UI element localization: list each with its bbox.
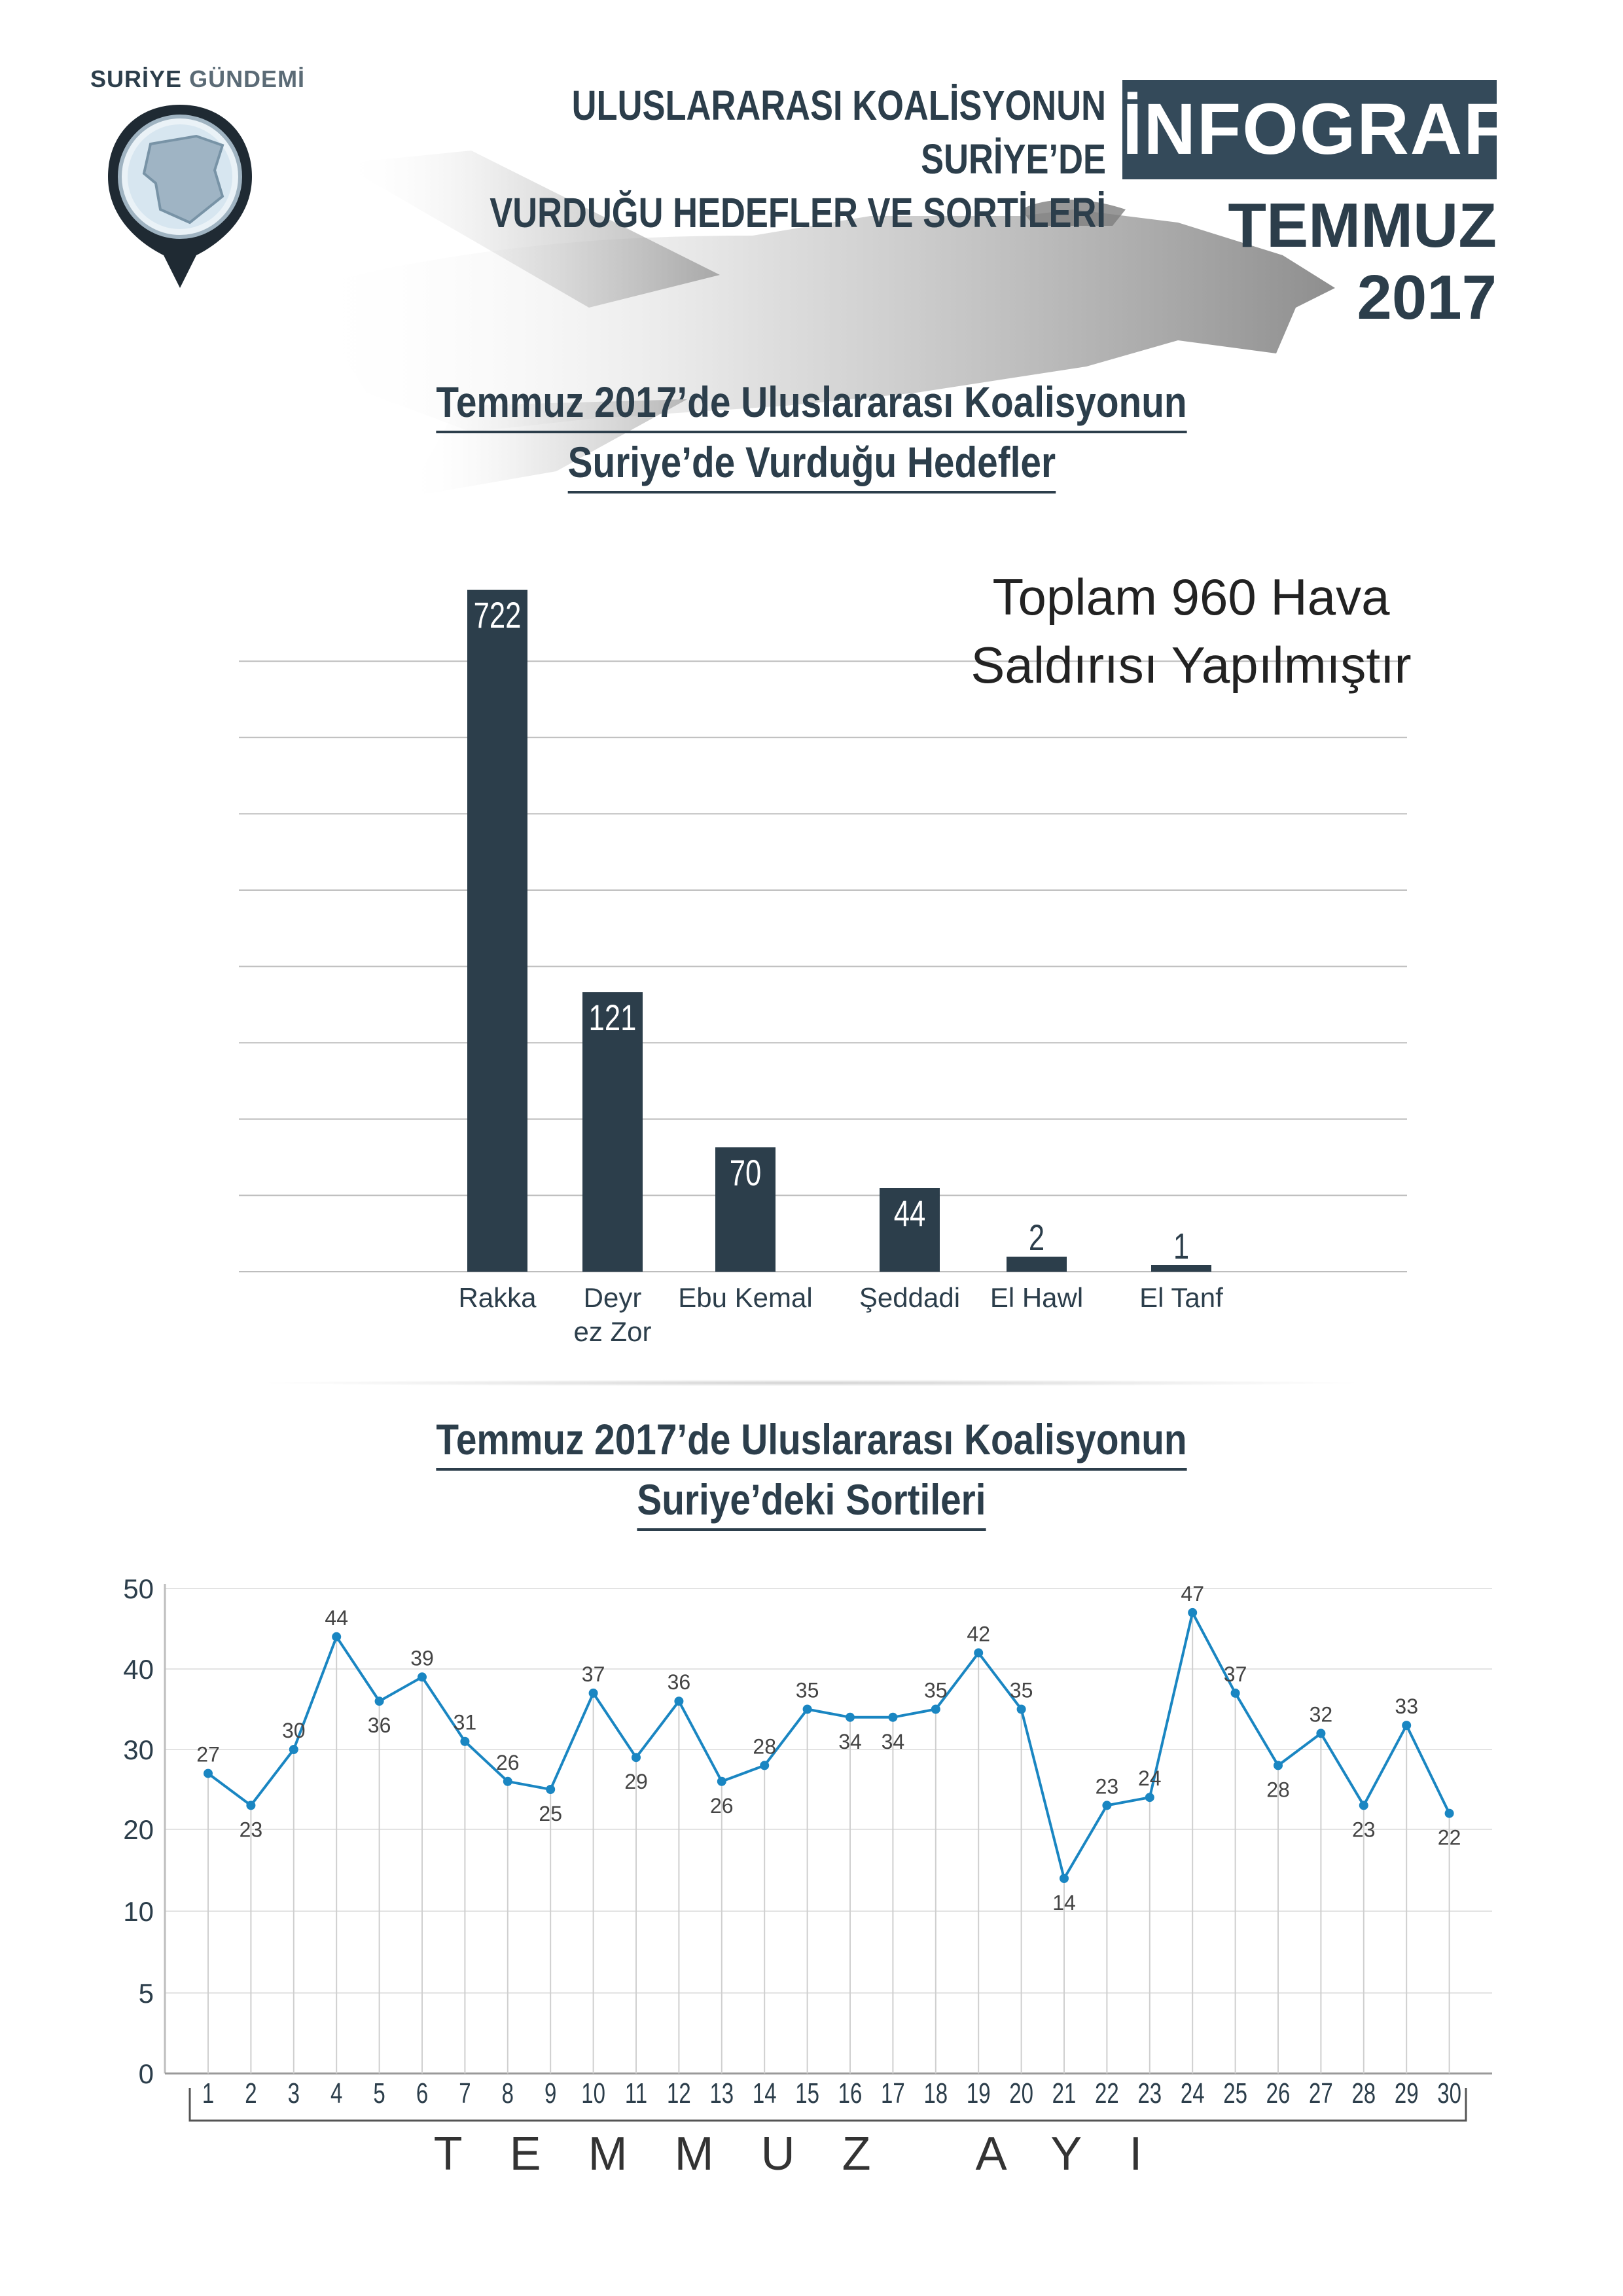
sorties-data-label: 25 xyxy=(539,1802,562,1825)
x-tick-label: 17 xyxy=(881,2077,905,2110)
x-tick-label: 29 xyxy=(1394,2077,1419,2110)
y-tick-label: 5 xyxy=(138,1978,154,2009)
sorties-data-point xyxy=(931,1705,940,1714)
x-tick-label: 28 xyxy=(1351,2077,1376,2110)
sorties-data-point xyxy=(974,1648,983,1657)
sorties-data-point xyxy=(760,1761,769,1770)
sorties-data-label: 26 xyxy=(496,1750,520,1774)
sorties-data-point xyxy=(1445,1809,1454,1818)
sorties-data-point xyxy=(1274,1761,1283,1770)
sorties-data-label: 36 xyxy=(667,1670,691,1695)
sorties-data-label: 28 xyxy=(753,1734,776,1759)
total-strikes-line-1: Toplam 960 Hava xyxy=(992,568,1390,626)
bar-category-label: Deyr xyxy=(583,1282,642,1313)
brand-part2: GÜNDEMİ xyxy=(189,65,306,92)
sorties-data-point xyxy=(803,1705,812,1714)
line-chart-title-line-2: Suriye’deki Sortileri xyxy=(637,1471,986,1531)
sorties-data-label: 36 xyxy=(367,1713,391,1738)
sorties-data-point xyxy=(1188,1608,1197,1617)
x-tick-label: 14 xyxy=(752,2077,777,2110)
sorties-data-label: 44 xyxy=(325,1605,348,1630)
x-tick-label: 5 xyxy=(373,2077,385,2110)
x-tick-label: 2 xyxy=(245,2077,257,2110)
sorties-data-point xyxy=(460,1737,469,1746)
sorties-data-point xyxy=(1017,1705,1026,1714)
sorties-data-label: 42 xyxy=(967,1622,990,1646)
sorties-data-label: 27 xyxy=(196,1742,220,1767)
x-tick-label: 23 xyxy=(1137,2077,1162,2110)
sorties-data-label: 37 xyxy=(1223,1662,1247,1686)
sorties-data-label: 33 xyxy=(1395,1695,1418,1719)
sorties-data-label: 22 xyxy=(1437,1825,1461,1850)
sorties-data-label: 35 xyxy=(1009,1678,1033,1702)
sorties-data-point xyxy=(888,1713,897,1722)
sorties-data-point xyxy=(846,1713,855,1722)
sorties-data-point xyxy=(289,1745,298,1754)
x-tick-label: 7 xyxy=(459,2077,471,2110)
sorties-data-label: 39 xyxy=(410,1646,434,1670)
bar-value-label: 2 xyxy=(1028,1217,1045,1259)
sorties-data-label: 23 xyxy=(239,1818,263,1842)
x-tick-label: 27 xyxy=(1309,2077,1333,2110)
bar-value-label: 44 xyxy=(893,1193,926,1234)
bar-chart-title-line-1: Temmuz 2017’de Uluslararası Koalisyonun xyxy=(436,373,1186,433)
x-tick-label: 18 xyxy=(923,2077,948,2110)
sorties-data-label: 14 xyxy=(1052,1891,1076,1914)
sorties-data-point xyxy=(674,1696,683,1706)
x-tick-label: 15 xyxy=(795,2077,819,2110)
sorties-data-label: 30 xyxy=(282,1719,306,1742)
sorties-data-label: 37 xyxy=(581,1662,605,1686)
sorties-data-point xyxy=(632,1753,641,1762)
y-tick-label: 10 xyxy=(123,1896,154,1927)
x-tick-label: 21 xyxy=(1052,2077,1077,2110)
sorties-data-point xyxy=(1359,1801,1368,1810)
sorties-data-label: 23 xyxy=(1095,1774,1119,1799)
x-tick-label: 26 xyxy=(1266,2077,1291,2110)
sorties-data-point xyxy=(1102,1801,1111,1810)
sorties-data-point xyxy=(204,1769,213,1778)
bar-value-label: 70 xyxy=(729,1152,762,1194)
brand-part1: SURİYE xyxy=(90,65,183,92)
sorties-data-point xyxy=(717,1777,726,1786)
sorties-data-point xyxy=(546,1785,555,1794)
x-axis-title: TEMMUZ AYI xyxy=(433,2128,1190,2180)
month-label: TEMMUZ 2017 xyxy=(1228,190,1497,332)
bar-category-label: ez Zor xyxy=(573,1316,652,1347)
y-tick-label: 40 xyxy=(123,1654,154,1685)
sorties-data-label: 35 xyxy=(924,1678,948,1702)
sorties-data-point xyxy=(246,1801,255,1810)
title-line-1: ULUSLARARASI KOALİSYONUN SURİYE’DE xyxy=(571,82,1106,183)
sorties-data-label: 23 xyxy=(1352,1818,1376,1842)
sorties-data-point xyxy=(1145,1793,1154,1802)
x-tick-label: 22 xyxy=(1095,2077,1119,2110)
x-tick-label: 6 xyxy=(416,2077,429,2110)
bar-value-label: 121 xyxy=(588,997,637,1039)
sorties-data-label: 34 xyxy=(881,1729,905,1753)
sorties-data-label: 24 xyxy=(1138,1767,1162,1791)
sorties-series-line xyxy=(208,1613,1450,1878)
sorties-data-label: 32 xyxy=(1309,1702,1333,1727)
x-tick-label: 11 xyxy=(624,2077,648,2110)
line-chart-title-line-1: Temmuz 2017’de Uluslararası Koalisyonun xyxy=(436,1410,1186,1471)
title-line-2: VURDUĞU HEDEFLER VE SORTİLERİ xyxy=(490,189,1106,236)
sorties-data-point xyxy=(1402,1721,1411,1730)
x-tick-label: 12 xyxy=(667,2077,691,2110)
x-tick-label: 3 xyxy=(287,2077,300,2110)
sorties-data-label: 35 xyxy=(795,1678,819,1702)
sorties-data-point xyxy=(332,1632,341,1641)
sorties-data-point xyxy=(375,1696,384,1706)
bar-chart-title-line-2: Suriye’de Vurduğu Hedefler xyxy=(567,433,1055,493)
sorties-data-label: 31 xyxy=(453,1710,477,1734)
sorties-data-label: 28 xyxy=(1266,1778,1290,1802)
x-tick-label: 1 xyxy=(202,2077,215,2110)
x-tick-label: 16 xyxy=(838,2077,863,2110)
bar-category-label: Şeddadi xyxy=(859,1282,961,1313)
y-tick-label: 50 xyxy=(123,1573,154,1604)
bar-category-label: Ebu Kemal xyxy=(678,1282,813,1313)
sorties-data-point xyxy=(1316,1729,1325,1738)
x-tick-label: 24 xyxy=(1180,2077,1205,2110)
sorties-data-point xyxy=(1060,1874,1069,1883)
infographic-badge: İNFOGRAFİK xyxy=(1122,80,1497,179)
y-tick-label: 20 xyxy=(123,1814,154,1845)
sorties-data-point xyxy=(1231,1689,1240,1698)
bar-value-label: 722 xyxy=(473,594,522,636)
x-tick-label: 8 xyxy=(501,2077,514,2110)
sorties-data-point xyxy=(418,1672,427,1681)
x-tick-label: 19 xyxy=(966,2077,991,2110)
sorties-data-label: 47 xyxy=(1181,1581,1204,1605)
bar-value-label: 1 xyxy=(1173,1225,1190,1267)
y-tick-label: 30 xyxy=(123,1734,154,1765)
x-tick-label: 20 xyxy=(1009,2077,1033,2110)
bar-category-label: El Hawl xyxy=(990,1282,1084,1313)
x-tick-label: 10 xyxy=(581,2077,605,2110)
sorties-data-label: 34 xyxy=(838,1729,862,1753)
x-tick-label: 4 xyxy=(330,2077,343,2110)
y-tick-label: 0 xyxy=(138,2058,154,2089)
sorties-data-point xyxy=(503,1777,512,1786)
bar-category-label: El Tanf xyxy=(1139,1282,1223,1313)
sorties-data-label: 29 xyxy=(624,1770,648,1794)
sorties-data-point xyxy=(589,1689,598,1698)
total-strikes-line-2: Saldırısı Yapılmıştır xyxy=(971,636,1412,694)
x-tick-label: 25 xyxy=(1223,2077,1247,2110)
x-tick-label: 9 xyxy=(544,2077,557,2110)
sorties-data-label: 26 xyxy=(710,1793,734,1818)
line-chart-gridlines xyxy=(165,1588,1492,2073)
x-tick-label: 13 xyxy=(709,2077,734,2110)
x-tick-label: 30 xyxy=(1437,2077,1461,2110)
bar-category-label: Rakka xyxy=(458,1282,537,1313)
